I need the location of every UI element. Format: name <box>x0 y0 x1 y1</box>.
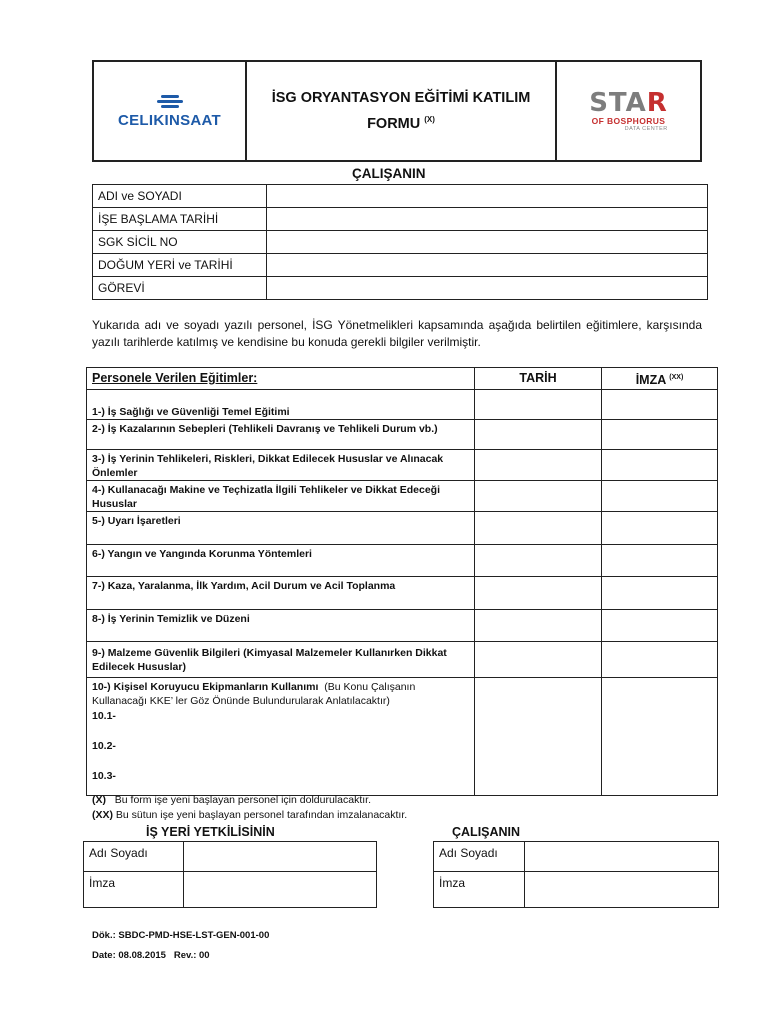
training-item-8: 8-) İş Yerinin Temizlik ve Düzeni <box>87 610 475 642</box>
table-row <box>87 545 718 577</box>
signature-column-header: İMZA $^{(XX)}$ <box>602 368 718 390</box>
table-row <box>87 610 718 642</box>
form-header <box>92 60 702 162</box>
employee-start-date-field[interactable] <box>267 208 708 231</box>
celikinsaat-logo-text: CELIKINSAAT <box>117 112 222 129</box>
table-row <box>87 642 718 678</box>
employee-name-label: Adı Soyadı <box>434 842 525 872</box>
training-date-cell[interactable] <box>475 390 602 420</box>
training-item-4: 4-) Kullanacağı Makine ve Teçhizatla İlgili Tehlikeler ve Dikkat Edeceği Hususlar <box>87 481 475 512</box>
employee-label-position: GÖREVİ <box>93 277 267 300</box>
employee-sgk-field[interactable] <box>267 231 708 254</box>
employee-label-start-date: İŞE BAŞLAMA TARİHİ <box>93 208 267 231</box>
training-date-cell[interactable] <box>475 678 602 796</box>
training-column-header: Personele Verilen Eğitimler: <box>87 368 475 390</box>
training-item-5: 5-) Uyarı İşaretleri <box>87 512 475 545</box>
form-title-line1: İSG ORYANTASYON EĞİTİMİ KATILIM <box>271 89 531 106</box>
table-row <box>87 678 718 796</box>
employer-sign-label: İmza <box>84 872 184 908</box>
table-row <box>87 481 718 512</box>
star-logo-small: DATA CENTER <box>624 126 668 132</box>
training-date-cell[interactable] <box>475 420 602 450</box>
partner-logo-cell <box>557 62 700 160</box>
table-row <box>93 208 708 231</box>
training-item-3: 3-) İş Yerinin Tehlikeleri, Riskleri, Dikkat Edilecek Hususlar ve Alınacak Önlemler <box>87 450 475 481</box>
training-date-cell[interactable] <box>475 610 602 642</box>
table-header-row <box>87 368 718 390</box>
employer-sign-field[interactable] <box>184 872 377 908</box>
employee-birth-field[interactable] <box>267 254 708 277</box>
training-item-10-heading: 10-) Kişisel Koruyucu Ekipmanların Kullanımı (Bu Konu Çalışanın Kullanacağı KKE’ ler Göz Önünde Bulundurularak Anlatılacaktır) <box>92 681 416 707</box>
employee-label-sgk: SGK SİCİL NO <box>93 231 267 254</box>
footnote-xx: (XX) Bu sütun işe yeni başlayan personel tarafından imzalanacaktır. <box>92 809 408 821</box>
training-date-cell[interactable] <box>475 512 602 545</box>
footnote-x: (X) Bu form işe yeni başlayan personel için doldurulacaktır. <box>92 794 371 806</box>
declaration-paragraph: Yukarıda adı ve soyadı yazılı personel, İSG Yönetmelikleri kapsamında aşağıda belirtilen eğitimlere, karşısında yazılı tarihlerde katılmış ve kendisine bu konuda gerekli bilgiler verilmiştir. <box>92 318 702 349</box>
document-date-revision: Date: 08.08.2015 Rev.: 00 <box>92 950 210 961</box>
star-logo-subtitle: OF BOSPHORUS <box>591 116 666 126</box>
celikinsaat-logo-icon <box>155 93 185 111</box>
training-table <box>86 367 718 796</box>
training-item-6: 6-) Yangın ve Yangında Korunma Yöntemleri <box>87 545 475 577</box>
star-of-bosphorus-logo <box>589 90 668 132</box>
training-signature-cell[interactable] <box>602 577 718 610</box>
form-title-line2: FORMU $^{(X)}$ <box>367 114 435 132</box>
table-row <box>84 872 377 908</box>
table-row <box>93 254 708 277</box>
table-row <box>87 390 718 420</box>
table-row <box>93 185 708 208</box>
training-signature-cell[interactable] <box>602 678 718 796</box>
employer-name-label: Adı Soyadı <box>84 842 184 872</box>
employee-name-field[interactable] <box>267 185 708 208</box>
training-signature-cell[interactable] <box>602 390 718 420</box>
employer-signature-heading: İŞ YERİ YETKİLİSİNİN <box>146 825 275 839</box>
table-row <box>434 842 719 872</box>
employee-sign-field[interactable] <box>525 872 719 908</box>
table-row <box>93 231 708 254</box>
footnotes <box>92 793 407 823</box>
table-row <box>84 842 377 872</box>
table-row <box>87 577 718 610</box>
employee-signature-table <box>433 841 719 908</box>
date-column-header: TARİH <box>475 368 602 390</box>
training-date-cell[interactable] <box>475 450 602 481</box>
table-row <box>93 277 708 300</box>
celikinsaat-logo <box>118 93 221 129</box>
training-date-cell[interactable] <box>475 642 602 678</box>
employee-label-name: ADI ve SOYADI <box>93 185 267 208</box>
training-signature-cell[interactable] <box>602 481 718 512</box>
document-number: Dök.: SBDC-PMD-HSE-LST-GEN-001-00 <box>92 930 270 941</box>
employee-label-birth: DOĞUM YERİ ve TARİHİ <box>93 254 267 277</box>
employer-signature-table <box>83 841 377 908</box>
form-title <box>247 62 557 160</box>
table-row <box>87 512 718 545</box>
training-date-cell[interactable] <box>475 545 602 577</box>
training-subitem-10-1: 10.1- <box>92 710 116 722</box>
employee-position-field[interactable] <box>267 277 708 300</box>
table-row <box>434 872 719 908</box>
training-item-2: 2-) İş Kazalarının Sebepleri (Tehlikeli Davranış ve Tehlikeli Durum vb.) <box>87 420 475 450</box>
training-item-9: 9-) Malzeme Güvenlik Bilgileri (Kimyasal Malzemeler Kullanırken Dikkat Edilecek Hususlar) <box>87 642 475 678</box>
employer-name-field[interactable] <box>184 842 377 872</box>
training-signature-cell[interactable] <box>602 420 718 450</box>
training-item-1: 1-) İş Sağlığı ve Güvenliği Temel Eğitimi <box>87 390 475 420</box>
employee-sign-label: İmza <box>434 872 525 908</box>
employee-info-table <box>92 184 708 300</box>
company-logo-cell <box>94 62 247 160</box>
training-subitem-10-2: 10.2- <box>92 740 116 752</box>
employee-signature-heading: ÇALIŞANIN <box>452 825 521 839</box>
training-signature-cell[interactable] <box>602 610 718 642</box>
table-row <box>87 420 718 450</box>
training-date-cell[interactable] <box>475 577 602 610</box>
training-item-10 <box>87 678 475 796</box>
star-logo-text: STAR <box>589 88 668 118</box>
training-date-cell[interactable] <box>475 481 602 512</box>
employee-sign-name-field[interactable] <box>525 842 719 872</box>
training-item-7: 7-) Kaza, Yaralanma, İlk Yardım, Acil Durum ve Acil Toplanma <box>87 577 475 610</box>
training-signature-cell[interactable] <box>602 450 718 481</box>
training-signature-cell[interactable] <box>602 642 718 678</box>
employee-heading: ÇALIŞANIN <box>352 166 426 181</box>
training-signature-cell[interactable] <box>602 545 718 577</box>
training-subitem-10-3: 10.3- <box>92 770 116 782</box>
table-row <box>87 450 718 481</box>
training-signature-cell[interactable] <box>602 512 718 545</box>
